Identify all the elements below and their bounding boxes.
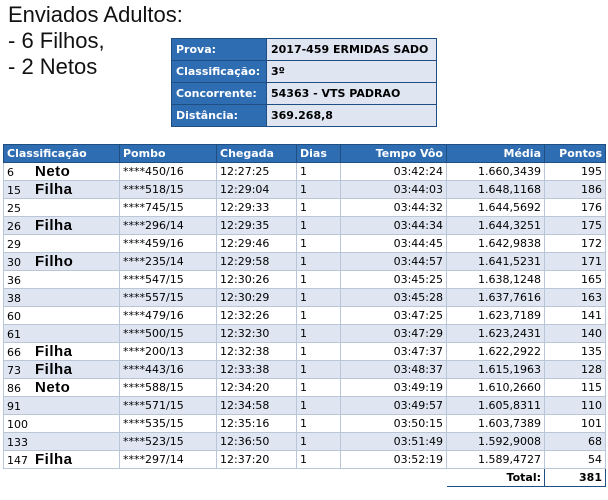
cell-dias: 1 [297, 181, 341, 199]
cell-classificacao [4, 271, 120, 289]
table-row[interactable] [4, 343, 606, 361]
cell-dias: 1 [297, 289, 341, 307]
info-row [172, 105, 437, 127]
position: 61 [7, 328, 21, 341]
cell-chegada: 12:35:16 [217, 415, 297, 433]
cell-pontos: 115 [545, 379, 606, 397]
position: 15 [7, 184, 21, 197]
cell-pombo: ****200/13 [120, 343, 217, 361]
info-label: Classificação: [172, 61, 267, 83]
cell-media: 1.623,2431 [447, 325, 545, 343]
position: 6 [7, 166, 14, 179]
info-value: 369.268,8 [267, 105, 437, 127]
cell-pombo: ****297/14 [120, 451, 217, 469]
cell-dias: 1 [297, 199, 341, 217]
cell-pombo: ****518/15 [120, 181, 217, 199]
cell-tempo-voo: 03:42:24 [341, 163, 447, 181]
table-row[interactable] [4, 397, 606, 415]
cell-dias: 1 [297, 451, 341, 469]
col-pontos[interactable]: Pontos [545, 145, 606, 163]
table-row[interactable] [4, 433, 606, 451]
cell-dias: 1 [297, 235, 341, 253]
cell-media: 1.615,1963 [447, 361, 545, 379]
cell-pontos: 141 [545, 307, 606, 325]
cell-pombo: ****745/15 [120, 199, 217, 217]
position: 38 [7, 292, 21, 305]
cell-chegada: 12:29:04 [217, 181, 297, 199]
heading-title: Enviados Adultos: [8, 2, 183, 27]
col-pombo[interactable]: Pombo [120, 145, 217, 163]
info-label: Concorrente: [172, 83, 267, 105]
cell-pombo: ****296/14 [120, 217, 217, 235]
cell-pombo: ****479/16 [120, 307, 217, 325]
cell-dias: 1 [297, 433, 341, 451]
cell-dias: 1 [297, 325, 341, 343]
cell-classificacao [4, 415, 120, 433]
cell-pontos: 140 [545, 325, 606, 343]
position: 60 [7, 310, 21, 323]
cell-pombo: ****443/16 [120, 361, 217, 379]
position: 86 [7, 382, 21, 395]
cell-chegada: 12:30:29 [217, 289, 297, 307]
cell-pontos: 171 [545, 253, 606, 271]
col-classificacao[interactable]: Classificação [4, 145, 120, 163]
table-row[interactable] [4, 235, 606, 253]
position: 147 [7, 454, 28, 467]
cell-tempo-voo: 03:44:57 [341, 253, 447, 271]
cell-classificacao [4, 433, 120, 451]
info-value: 3º [267, 61, 437, 83]
relation-label: Filha [35, 361, 73, 378]
info-row [172, 83, 437, 105]
cell-pombo: ****523/15 [120, 433, 217, 451]
relation-label: Filho [35, 253, 74, 270]
cell-media: 1.610,2660 [447, 379, 545, 397]
table-row[interactable] [4, 361, 606, 379]
total-label: Total: [447, 469, 545, 487]
info-row [172, 61, 437, 83]
relation-label: Neto [35, 163, 71, 180]
position: 91 [7, 400, 21, 413]
cell-tempo-voo: 03:49:19 [341, 379, 447, 397]
cell-classificacao [4, 289, 120, 307]
cell-dias: 1 [297, 163, 341, 181]
cell-media: 1.605,8311 [447, 397, 545, 415]
results-table [3, 144, 606, 487]
cell-pontos: 176 [545, 199, 606, 217]
position: 30 [7, 256, 21, 269]
cell-media: 1.638,1248 [447, 271, 545, 289]
info-label: Distância: [172, 105, 267, 127]
cell-tempo-voo: 03:47:37 [341, 343, 447, 361]
info-value: 2017-459 ERMIDAS SADO [267, 39, 437, 61]
cell-dias: 1 [297, 343, 341, 361]
cell-pontos: 135 [545, 343, 606, 361]
cell-media: 1.642,9838 [447, 235, 545, 253]
cell-media: 1.603,7389 [447, 415, 545, 433]
cell-pontos: 110 [545, 397, 606, 415]
cell-media: 1.592,9008 [447, 433, 545, 451]
relation-label: Filha [35, 217, 73, 234]
heading-line-filhos: - 6 Filhos, [8, 28, 105, 53]
cell-pombo: ****547/15 [120, 271, 217, 289]
cell-pontos: 163 [545, 289, 606, 307]
cell-tempo-voo: 03:47:29 [341, 325, 447, 343]
cell-tempo-voo: 03:44:34 [341, 217, 447, 235]
cell-pontos: 172 [545, 235, 606, 253]
col-tempo-voo[interactable]: Tempo Vôo [341, 145, 447, 163]
heading-line-netos: - 2 Netos [8, 54, 98, 79]
cell-tempo-voo: 03:44:45 [341, 235, 447, 253]
position: 26 [7, 220, 21, 233]
cell-tempo-voo: 03:45:28 [341, 289, 447, 307]
table-row[interactable] [4, 307, 606, 325]
cell-chegada: 12:29:46 [217, 235, 297, 253]
table-row[interactable] [4, 217, 606, 235]
cell-chegada: 12:32:26 [217, 307, 297, 325]
cell-pontos: 186 [545, 181, 606, 199]
position: 100 [7, 418, 28, 431]
race-info-table [171, 38, 437, 127]
cell-media: 1.644,3251 [447, 217, 545, 235]
cell-pombo: ****535/15 [120, 415, 217, 433]
col-dias[interactable]: Dias [297, 145, 341, 163]
cell-pombo: ****459/16 [120, 235, 217, 253]
cell-pombo: ****235/14 [120, 253, 217, 271]
cell-classificacao [4, 235, 120, 253]
cell-pontos: 101 [545, 415, 606, 433]
total-row [4, 469, 606, 487]
cell-media: 1.660,3439 [447, 163, 545, 181]
cell-chegada: 12:32:30 [217, 325, 297, 343]
cell-classificacao [4, 343, 120, 361]
cell-pombo: ****571/15 [120, 397, 217, 415]
cell-pontos: 54 [545, 451, 606, 469]
cell-dias: 1 [297, 217, 341, 235]
cell-media: 1.637,7616 [447, 289, 545, 307]
cell-pombo: ****450/16 [120, 163, 217, 181]
cell-tempo-voo: 03:45:25 [341, 271, 447, 289]
cell-chegada: 12:37:20 [217, 451, 297, 469]
cell-media: 1.644,5692 [447, 199, 545, 217]
cell-dias: 1 [297, 271, 341, 289]
cell-dias: 1 [297, 397, 341, 415]
table-row[interactable] [4, 289, 606, 307]
cell-tempo-voo: 03:52:19 [341, 451, 447, 469]
table-row[interactable] [4, 379, 606, 397]
cell-classificacao [4, 199, 120, 217]
cell-classificacao [4, 307, 120, 325]
cell-media: 1.623,7189 [447, 307, 545, 325]
cell-tempo-voo: 03:48:37 [341, 361, 447, 379]
info-row [172, 39, 437, 61]
cell-tempo-voo: 03:47:25 [341, 307, 447, 325]
cell-classificacao [4, 397, 120, 415]
position: 25 [7, 202, 21, 215]
cell-pontos: 195 [545, 163, 606, 181]
heading [8, 2, 183, 80]
cell-chegada: 12:34:58 [217, 397, 297, 415]
cell-classificacao [4, 253, 120, 271]
cell-classificacao [4, 217, 120, 235]
cell-chegada: 12:29:58 [217, 253, 297, 271]
cell-classificacao [4, 325, 120, 343]
results-header-row [4, 145, 606, 163]
cell-pontos: 175 [545, 217, 606, 235]
cell-dias: 1 [297, 361, 341, 379]
cell-media: 1.589,4727 [447, 451, 545, 469]
cell-tempo-voo: 03:50:15 [341, 415, 447, 433]
cell-dias: 1 [297, 307, 341, 325]
cell-chegada: 12:27:25 [217, 163, 297, 181]
cell-dias: 1 [297, 415, 341, 433]
position: 29 [7, 238, 21, 251]
relation-label: Filha [35, 451, 73, 468]
total-value: 381 [545, 469, 606, 487]
cell-tempo-voo: 03:44:03 [341, 181, 447, 199]
info-label: Prova: [172, 39, 267, 61]
cell-chegada: 12:32:38 [217, 343, 297, 361]
cell-tempo-voo: 03:44:32 [341, 199, 447, 217]
cell-pombo: ****557/15 [120, 289, 217, 307]
cell-pontos: 68 [545, 433, 606, 451]
cell-classificacao [4, 451, 120, 469]
cell-chegada: 12:29:33 [217, 199, 297, 217]
table-row[interactable] [4, 253, 606, 271]
table-row[interactable] [4, 181, 606, 199]
cell-dias: 1 [297, 379, 341, 397]
cell-media: 1.641,5231 [447, 253, 545, 271]
table-row[interactable] [4, 415, 606, 433]
cell-pontos: 128 [545, 361, 606, 379]
col-media[interactable]: Média [447, 145, 545, 163]
cell-media: 1.622,2922 [447, 343, 545, 361]
relation-label: Filha [35, 181, 73, 198]
relation-label: Filha [35, 343, 73, 360]
cell-tempo-voo: 03:49:57 [341, 397, 447, 415]
position: 133 [7, 436, 28, 449]
col-chegada[interactable]: Chegada [217, 145, 297, 163]
position: 66 [7, 346, 21, 359]
table-row[interactable] [4, 163, 606, 181]
cell-classificacao [4, 361, 120, 379]
cell-pombo: ****588/15 [120, 379, 217, 397]
cell-classificacao [4, 379, 120, 397]
cell-media: 1.648,1168 [447, 181, 545, 199]
cell-tempo-voo: 03:51:49 [341, 433, 447, 451]
cell-chegada: 12:29:35 [217, 217, 297, 235]
cell-pombo: ****500/15 [120, 325, 217, 343]
position: 73 [7, 364, 21, 377]
cell-pontos: 165 [545, 271, 606, 289]
cell-chegada: 12:34:20 [217, 379, 297, 397]
table-row[interactable] [4, 271, 606, 289]
cell-dias: 1 [297, 253, 341, 271]
cell-classificacao [4, 163, 120, 181]
info-value: 54363 - VTS PADRAO [267, 83, 437, 105]
cell-chegada: 12:30:26 [217, 271, 297, 289]
table-row[interactable] [4, 199, 606, 217]
relation-label: Neto [35, 379, 71, 396]
cell-chegada: 12:33:38 [217, 361, 297, 379]
cell-classificacao [4, 181, 120, 199]
cell-chegada: 12:36:50 [217, 433, 297, 451]
table-row[interactable] [4, 325, 606, 343]
table-row[interactable] [4, 451, 606, 469]
position: 36 [7, 274, 21, 287]
